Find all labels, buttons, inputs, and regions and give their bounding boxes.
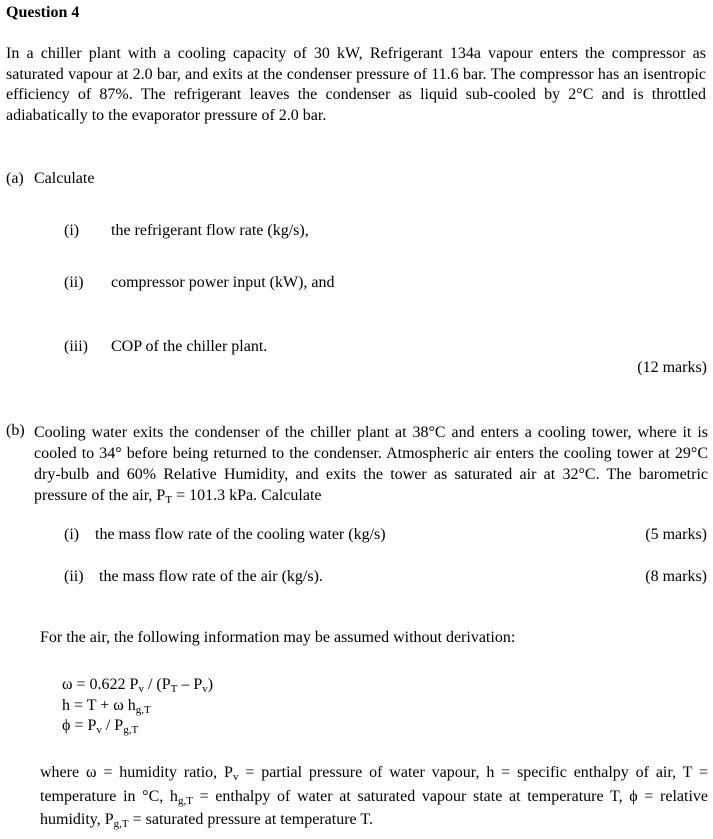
part-b-item-1-text: the mass flow rate of the cooling water (kg/s) <box>95 526 386 543</box>
eq1-d: ) <box>207 676 214 693</box>
equation-enthalpy <box>62 697 151 715</box>
eq2-s1: g,T <box>135 704 151 716</box>
part-b-item-2-text: the mass flow rate of the air (kg/s). <box>99 568 323 585</box>
part-a-item-3-num: (iii) <box>64 338 88 355</box>
eq1-c: – P <box>177 676 203 693</box>
eq1-a: ω = 0.622 P <box>62 676 139 693</box>
eq2-a: h = T + ω h <box>62 697 136 714</box>
eq1-s3: v <box>202 683 208 695</box>
equation-relative-humidity <box>62 717 138 735</box>
where-t2: = partial pressure of water vapour, h = specific enthalpy of air, T = temperature in °C, h <box>40 764 709 805</box>
part-a-item-1-text: the refrigerant flow rate (kg/s), <box>111 222 309 239</box>
part-a-item-1-num: (i) <box>64 222 80 239</box>
part-a-heading: Calculate <box>34 170 95 187</box>
eq1-s1: v <box>138 683 144 695</box>
part-a-marks: (12 marks) <box>637 359 707 376</box>
part-b-text-2: = 101.3 kPa. Calculate <box>172 487 322 504</box>
eq1-b: / (P <box>143 676 171 693</box>
part-b-text-1: Cooling water exits the condenser of the chiller plant at 38°C and enters a cooling tower, where it is cooled to 34° before being returned to the condenser. Atmospheric air enters the cooling tower at 29°C dry-bulb and 60% Relative Humidity, and exits the tower as saturated air at 32°C. The barometric pressure of the air, P <box>34 424 708 504</box>
eq3-s2: g,T <box>123 724 139 736</box>
part-a-label: (a) <box>6 170 24 187</box>
where-t4: = saturated pressure at temperature T. <box>128 811 373 828</box>
eq1-s2: T <box>170 683 178 695</box>
assumptions-intro: For the air, the following information may be assumed without derivation: <box>40 629 516 646</box>
part-a-item-2-text: compressor power input (kW), and <box>111 274 335 291</box>
where-s2: g,T <box>177 794 193 807</box>
question-title: Question 4 <box>6 4 80 21</box>
where-t3: = enthalpy of water at saturated vapour state at temperature T, ϕ = relative humidity, P <box>40 787 708 828</box>
part-b-item-1-marks: (5 marks) <box>645 526 707 543</box>
eq3-a: ϕ = P <box>62 717 97 734</box>
part-b-item-1-num: (i) <box>64 526 80 543</box>
eq3-b: / P <box>101 717 124 734</box>
part-b-text <box>34 422 708 506</box>
part-a-item-2-num: (ii) <box>64 274 84 291</box>
assumptions-where <box>40 761 708 832</box>
part-b-label: (b) <box>6 422 25 439</box>
where-t1: where ω = humidity ratio, P <box>40 764 233 781</box>
part-b-item-2-num: (ii) <box>64 568 84 585</box>
where-s3: g,T <box>113 818 129 830</box>
eq3-s1: v <box>96 724 102 736</box>
where-s1: v <box>232 771 239 783</box>
question-intro: In a chiller plant with a cooling capacity of 30 kW, Refrigerant 134a vapour enters the compressor as saturated vapour at 2.0 bar, and exits at the condenser pressure of 11.6 bar. The compressor has an isentropic efficiency of 87%. The refrigerant leaves the condenser as liquid sub-cooled by 2°C and is throttled adiabatically to the evaporator pressure of 2.0 bar. <box>6 45 706 124</box>
equation-humidity-ratio <box>62 676 213 694</box>
part-b-sub-t: T <box>165 494 173 506</box>
part-a-item-3-text: COP of the chiller plant. <box>111 338 268 355</box>
part-b-item-2-marks: (8 marks) <box>645 568 707 585</box>
